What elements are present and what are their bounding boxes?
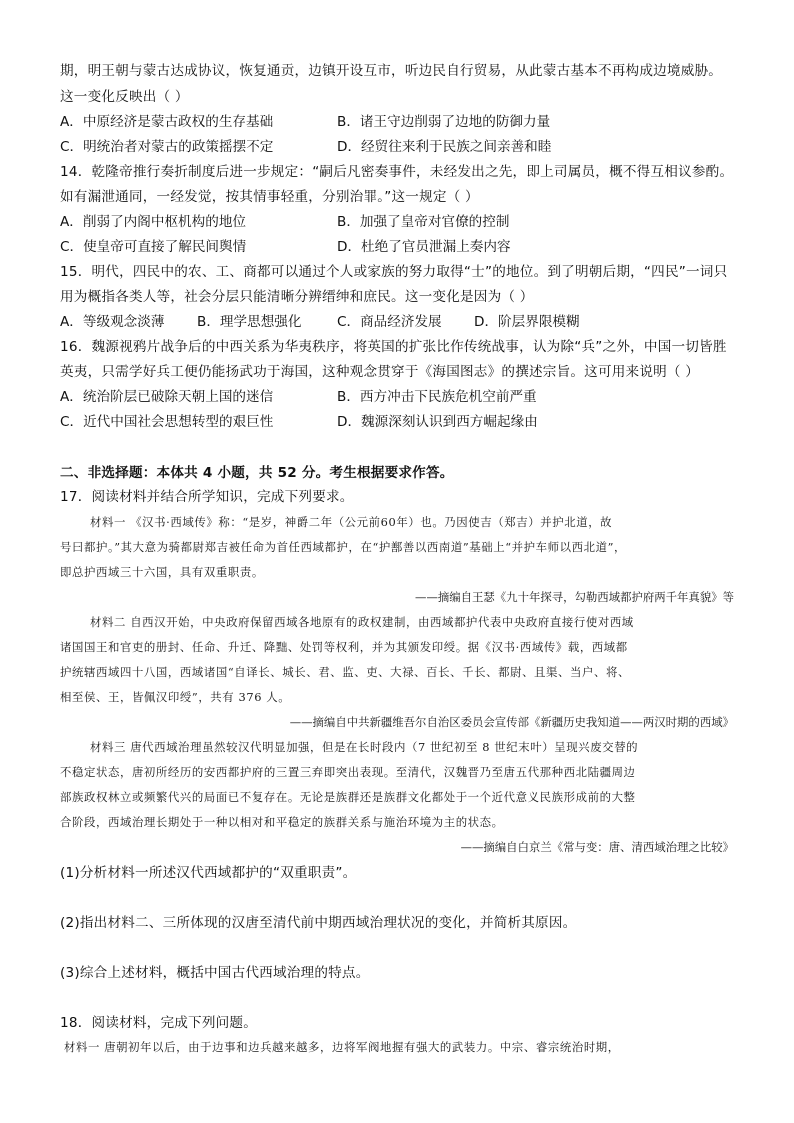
- q13-stem-line1: 期，明王朝与蒙古达成协议，恢复通贡，边镇开设互市，听边民自行贸易，从此蒙古基本不再构成边境威胁。: [60, 63, 723, 79]
- q18-intro: 18．阅读材料，完成下列问题。: [60, 1015, 258, 1031]
- q17-material1-source: ——摘编自王瑟《九十年探寻，勾勒西域都护府两千年真貌》等: [415, 590, 734, 604]
- q17-material2-source: ——摘编自中共新疆维吾尔自治区委员会宣传部《新疆历史我知道——两汉时期的西域》: [289, 715, 734, 729]
- q17-subquestion-2: (2)指出材料二、三所体现的汉唐至清代前中期西域治理状况的变化，并简析其原因。: [60, 915, 577, 931]
- q13-stem-line2: 这一变化反映出（ ）: [60, 89, 189, 105]
- q15-option-c: C．商品经济发展: [337, 314, 442, 330]
- q17-subquestion-3: (3)综合上述材料，概括中国古代西域治理的特点。: [60, 965, 370, 981]
- q13-option-a: A．中原经济是蒙古政权的生存基础: [60, 114, 274, 130]
- q16-option-b: B．西方冲击下民族危机空前严重: [337, 389, 537, 405]
- q16-option-c: C．近代中国社会思想转型的艰巨性: [60, 414, 274, 430]
- q15-option-d: D．阶层界限模糊: [474, 314, 580, 330]
- q17-material2-line3: 护统辖西域四十八国，西域诸国“自译长、城长、君、监、吏、大禄、百长、千长、都尉、且渠、当户、将、: [60, 665, 630, 679]
- q18-material1-line1: 材料一 唐朝初年以后，由于边事和边兵越来越多，边将军阀地握有强大的武装力。中宗、睿宗统治时期，: [64, 1040, 620, 1054]
- q16-option-a: A．统治阶层已破除天朝上国的迷信: [60, 389, 274, 405]
- q15-option-b: B．理学思想强化: [197, 314, 302, 330]
- q17-material1-line2: 号曰都护。”其大意为骑都尉郑吉被任命为首任西域都护，在“护鄯善以西南道”基础上“并护车师以西北道”，: [60, 540, 626, 554]
- section-heading: 二、非选择题：本体共 4 小题，共 52 分。考生根据要求作答。: [60, 465, 454, 481]
- q17-material3-line1: 材料三 唐代西域治理虽然较汉代明显加强，但是在长时段内（7 世纪初至 8 世纪末叶）呈现兴废交替的: [90, 740, 639, 754]
- q15-stem-line2: 用为概指各类人等，社会分层只能清晰分辨缙绅和庶民。这一变化是因为（ ）: [60, 289, 534, 305]
- q17-material2-line2: 诸国国王和官吏的册封、任命、升迁、降黜、处罚等权利，并为其颁发印绶。据《汉书·西域传》载，西域都: [60, 640, 628, 654]
- q17-material3-line4: 合阶段，西域治理长期处于一种以相对和平稳定的族群关系与施治环境为主的状态。: [60, 815, 504, 829]
- q17-material3-line3: 部族政权林立或频繁代兴的局面已不复存在。无论是族群还是族群文化都处于一个近代意义民族形成前的大整: [60, 790, 636, 804]
- q17-subquestion-1: (1)分析材料一所述汉代西域都护的“双重职责”。: [60, 865, 357, 881]
- q13-option-b: B．诸王守边削弱了边地的防御力量: [337, 114, 551, 130]
- q16-stem-line1: 16．魏源视鸦片战争后的中西关系为华夷秩序，将英国的扩张比作传统战事，认为除“兵”之外，中国一切皆胜: [60, 339, 727, 355]
- q17-material2-line4: 相至侯、王，皆佩汉印绶”，共有 376 人。: [60, 690, 291, 704]
- q14-option-c: C．使皇帝可直接了解民间舆情: [60, 239, 247, 255]
- q13-option-d: D．经贸往来利于民族之间亲善和睦: [337, 139, 552, 155]
- q16-option-d: D．魏源深刻认识到西方崛起缘由: [337, 414, 538, 430]
- q17-intro: 17．阅读材料并结合所学知识，完成下列要求。: [60, 489, 354, 505]
- q14-option-d: D．杜绝了官员泄漏上奏内容: [337, 239, 511, 255]
- q14-option-a: A．削弱了内阁中枢机构的地位: [60, 214, 247, 230]
- q13-option-c: C．明统治者对蒙古的政策摇摆不定: [60, 139, 274, 155]
- q17-material3-source: ——摘编自白京兰《常与变：唐、清西域治理之比较》: [460, 840, 734, 854]
- q15-option-a: A．等级观念淡薄: [60, 314, 165, 330]
- q17-material1-line1: 材料一 《汉书·西域传》称：“是岁，神爵二年（公元前60年）也。乃因使吉（郑吉）并护北道，故: [90, 515, 613, 529]
- q14-option-b: B．加强了皇帝对官僚的控制: [337, 214, 510, 230]
- q17-material2-line1: 材料二 自西汉开始，中央政府保留西域各地原有的政权建制，由西域都护代表中央政府直接行使对西域: [90, 615, 634, 629]
- q16-stem-line2: 英夷，只需学好兵工便仍能扬武功于海国，这种观念贯穿于《海国图志》的撰述宗旨。这可用来说明（ ）: [60, 364, 700, 380]
- q15-stem-line1: 15．明代，四民中的农、工、商都可以通过个人或家族的努力取得“士”的地位。到了明朝后期，“四民”一词只: [60, 264, 728, 280]
- q14-stem-line1: 14．乾隆帝推行奏折制度后进一步规定：“嗣后凡密奏事件，未经发出之先，即上司属员，概不得互相议参酌。: [60, 164, 734, 180]
- q17-material1-line3: 即总护西域三十六国，具有双重职责。: [60, 565, 264, 579]
- q14-stem-line2: 如有漏泄通同，一经发觉，按其情事轻重，分别治罪。”这一规定（ ）: [60, 189, 479, 205]
- q17-material3-line2: 不稳定状态，唐初所经历的安西都护府的三置三弃即突出表现。至清代，汉魏晋乃至唐五代那种西北陆疆周边: [60, 765, 636, 779]
